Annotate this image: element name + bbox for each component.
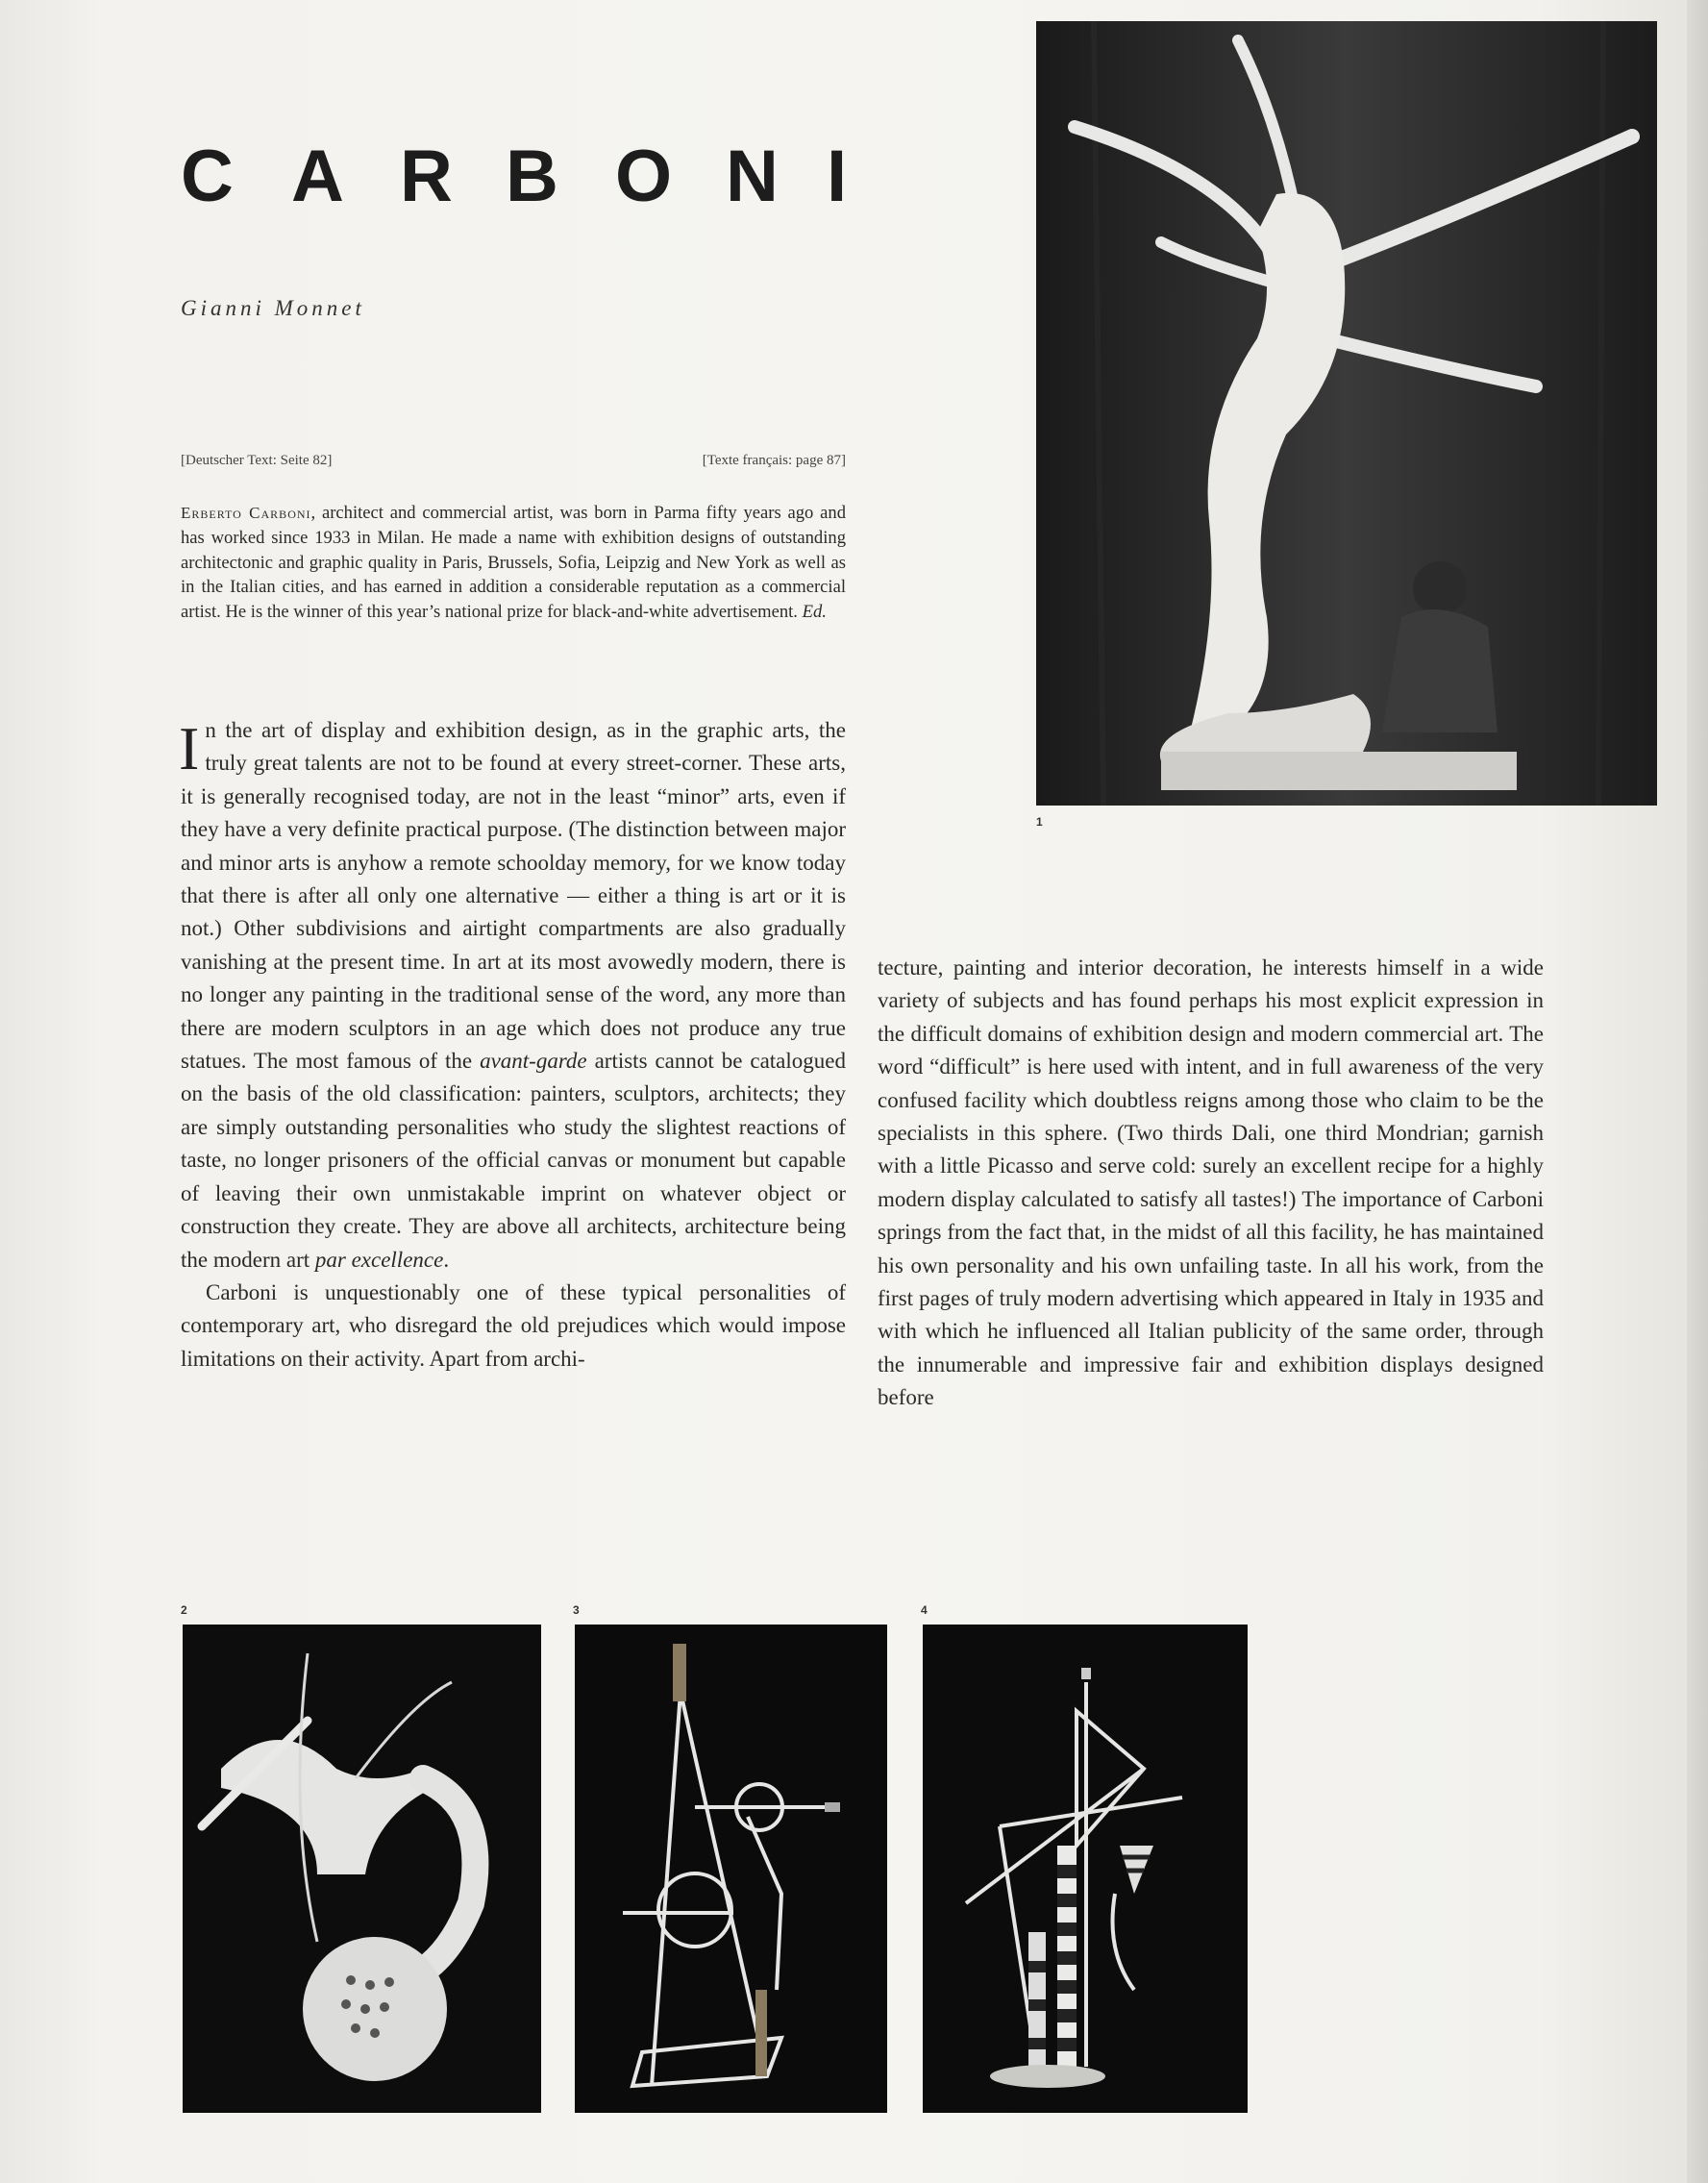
figure-number: 1 [1036, 815, 1043, 829]
page-edge [1687, 0, 1708, 2183]
emphasis: par excellence [314, 1247, 444, 1272]
german-text-reference: [Deutscher Text: Seite 82] [181, 453, 333, 468]
paragraph-3: tecture, painting and interior decoration, he interests himself in a wide variety of subjects and has found perhaps his most explicit expression in the difficult domains of exhibition design and modern commercial art. The word “difficult” is here used with intent, and in full awareness of the very confused facility which doubtless reigns among those who claim to be the specialists in this sphere. (Two thirds Dali, one third Mondrian; garnish with a little Picasso and serve cold: surely an excellent recipe for a highly modern display calculated to satisfy all tastes!) The importance of Carboni springs from the fact that, in the midst of all this facility, he has maintained his own personality and his own unfailing taste. In all his work, from the first pages of truly modern advertising which appeared in Italy in 1935 and with which he influenced all Italian publicity of the same order, through the innumerable and impressive fair and exhibition displays designed before [878, 955, 1544, 1410]
editor-intro [181, 501, 846, 625]
title-letter: R [400, 136, 453, 217]
striped-construction-image [923, 1625, 1248, 2113]
title-letter: B [506, 136, 558, 217]
article-title [181, 135, 854, 221]
editor-mark: Ed. [802, 602, 827, 623]
intro-text: , architect and commercial artist, was born in Parma fifty years ago and has worked since 1933 in Milan. He made a name with exhibition designs of outstanding architectonic and graphic quality in Paris, Brussels, Sofia, Leipzig and New York as well as in the Italian cities, and has earned in addition a considerable reputation as a commercial artist. He is the winner of this year’s national prize for black-and-white advertisement. [181, 503, 846, 623]
author-byline: Gianni Monnet [181, 296, 365, 320]
paragraph-2: Carboni is unquestionably one of these typical personalities of contemporary art, who disregard the old prejudices which would impose limitations on their activity. Apart from archi- [181, 1279, 846, 1371]
paragraph-1-part: artists cannot be catalogued on the basis of the old classification: painters, sculptors, architects; they are simply outstanding personalities who study the slightest reactions of taste, no longer prisoners of the official canvas or monument but capable of leaving their own unmistakable imprint on whatever object or construction they create. They are above all architects, architecture being the modern art [181, 1049, 846, 1272]
sculpture-image [1036, 21, 1657, 806]
paragraph-1 [181, 714, 846, 1277]
abstract-sculpture-image [183, 1625, 541, 2113]
photo-sculpture-with-artist [1036, 21, 1657, 806]
drop-cap: I [179, 714, 200, 782]
figure-number: 2 [181, 1603, 187, 1617]
figure-number: 4 [921, 1603, 928, 1617]
photo-wire-construction [575, 1625, 887, 2113]
title-letter: A [291, 136, 344, 217]
photo-striped-construction [923, 1625, 1248, 2113]
figure-number: 3 [573, 1603, 580, 1617]
title-letter: O [615, 136, 673, 217]
title-letter: C [181, 136, 234, 217]
emphasis: avant-garde [480, 1049, 587, 1074]
wire-construction-image [575, 1625, 887, 2113]
french-text-reference: [Texte français: page 87] [702, 453, 846, 468]
paragraph-1-part: n the art of display and exhibition design, as in the graphic arts, the truly great talents are not to be found at every street-corner. These arts, it is generally recognised today, are not in the least “minor” arts, even if they have a very definite practical purpose. (The distinction between major and minor arts is anyhow a remote schoolday memory, for we know today that there is after all only one alternative — either a thing is art or it is not.) Other subdivisions and airtight compartments are also gradually vanishing at the present time. In art at its most avowedly modern, there is no longer any painting in the traditional sense of the word, any more than there are modern sculptors in an age which does not produce any true statues. The most famous of the [181, 718, 846, 1074]
title-letter: N [726, 136, 779, 217]
body-column-left [181, 714, 846, 1376]
intro-name: Erberto Carboni [181, 504, 311, 522]
photo-abstract-sculpture [183, 1625, 541, 2113]
title-letter: I [827, 136, 848, 217]
paragraph-1-part: . [443, 1247, 450, 1272]
body-column-right [878, 952, 1544, 1415]
